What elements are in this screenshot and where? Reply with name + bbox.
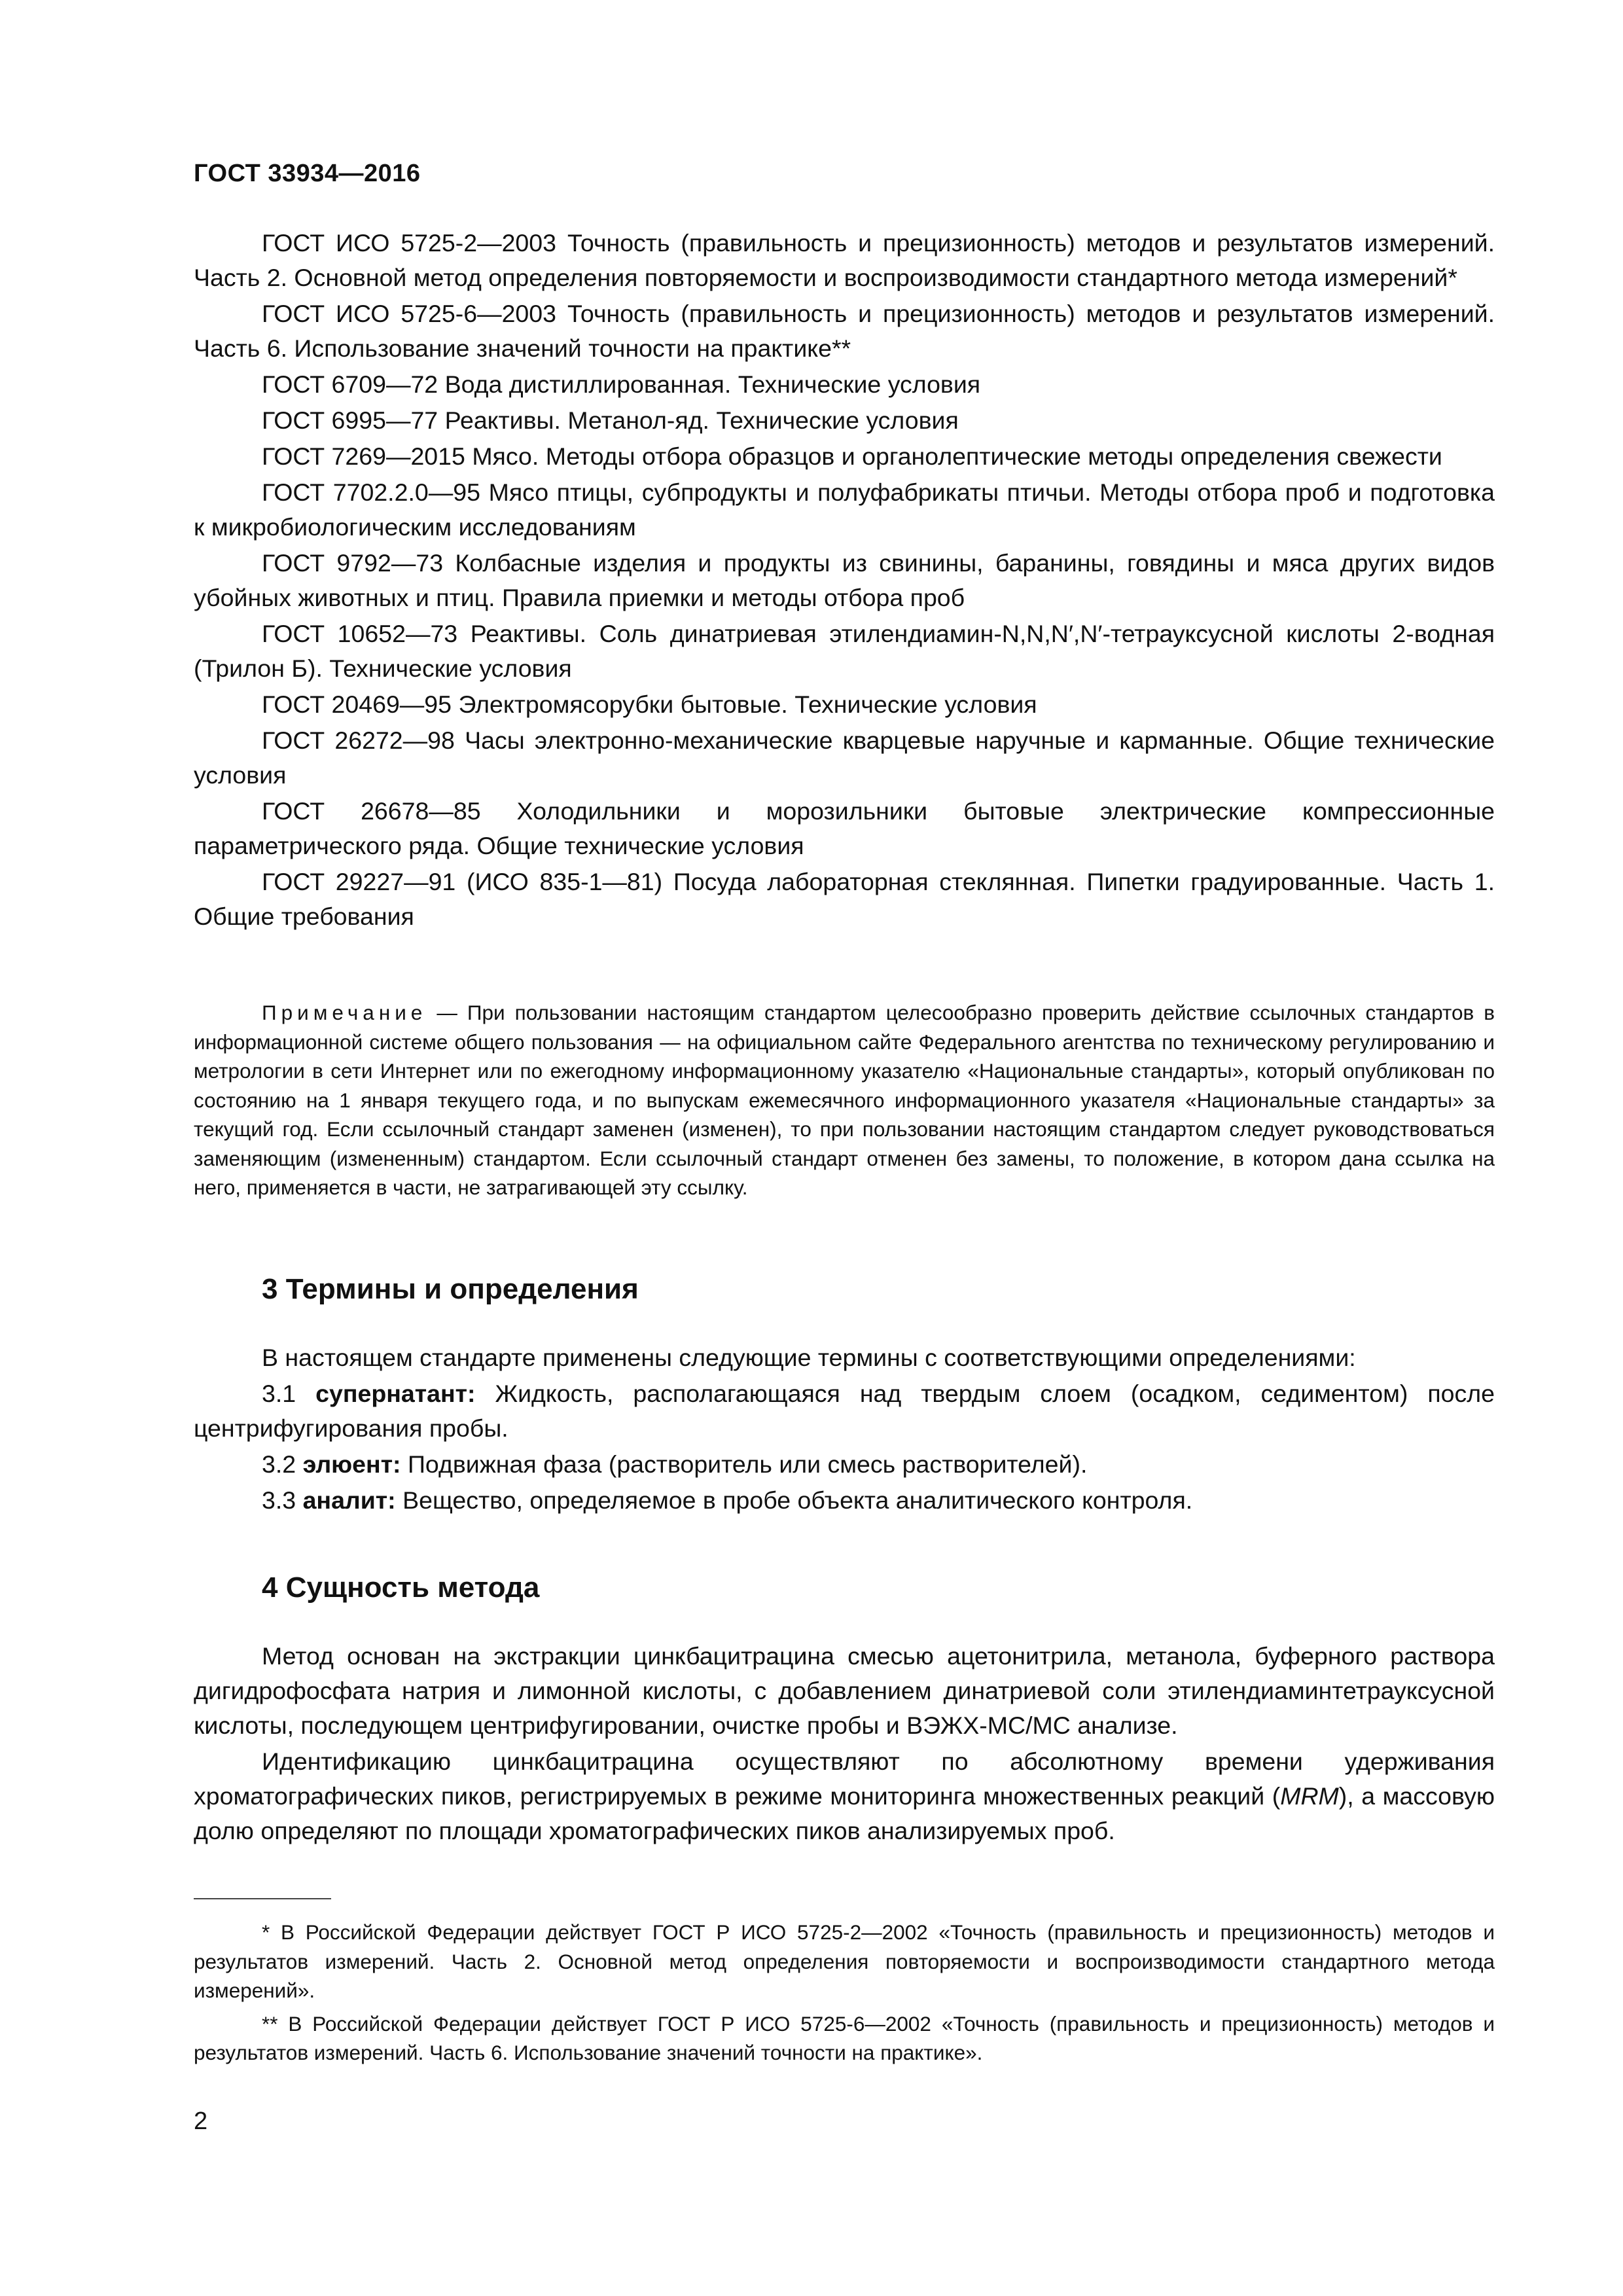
term-definition: Жидкость, располагающаяся над твердым слоем (осадком, седиментом) после центрифугирования пробы.: [194, 1380, 1495, 1442]
reference-code: ГОСТ ИСО 5725-2—2003: [262, 229, 557, 257]
reference-title: Мясо. Методы отбора образцов и органолептические методы определения свежести: [472, 442, 1442, 470]
reference-title: Точность (правильность и прецизионность) методов и результатов измерений. Часть 6. Использование значений точности на практике**: [194, 300, 1495, 362]
reference-item: [194, 475, 1495, 545]
term-name: супернатант:: [315, 1380, 476, 1407]
section-terms: [194, 1271, 1495, 1519]
reference-title: Реактивы. Метанол-яд. Технические условия: [444, 406, 959, 434]
reference-title: Мясо птицы, субпродукты и полуфабрикаты птичьи. Методы отбора проб и подготовка к микробиологическим исследованиям: [194, 478, 1495, 541]
method-text: Идентификацию цинкбацитрацина осуществляют по абсолютному времени удерживания хроматографических пиков, регистрируемых в режиме мониторинга множественных реакций (: [194, 1748, 1495, 1810]
reference-title: Часы электронно-механические кварцевые наручные и карманные. Общие технические условия: [194, 726, 1495, 789]
reference-code: ГОСТ 26272—98: [262, 726, 455, 754]
reference-code: ГОСТ 20469—95: [262, 691, 452, 718]
document-header: ГОСТ 33934—2016: [194, 160, 421, 187]
reference-title: Посуда лабораторная стеклянная. Пипетки градуированные. Часть 1. Общие требования: [194, 868, 1495, 930]
section-method: [194, 1570, 1495, 1850]
reference-item: [194, 865, 1495, 934]
reference-item: [194, 226, 1495, 295]
section-intro: В настоящем стандарте применены следующие термины с соответствующими определениями:: [262, 1344, 1356, 1371]
method-text: ), а массовую долю определяют по площади хроматографических пиков анализируемых проб.: [194, 1782, 1495, 1844]
mrm-abbreviation: MRM: [1280, 1782, 1339, 1810]
references-note: [194, 998, 1495, 1202]
section-heading: 4 Сущность метода: [262, 1571, 540, 1604]
term-definition: Подвижная фаза (растворитель или смесь растворителей).: [407, 1450, 1088, 1478]
reference-item: [194, 687, 1495, 722]
term-name: аналит:: [302, 1486, 396, 1514]
reference-title: Вода дистиллированная. Технические условия: [444, 370, 981, 398]
section-heading: 3 Термины и определения: [262, 1273, 639, 1305]
footnote-item: * В Российской Федерации действует ГОСТ Р ИСО 5725-2—2002 «Точность (правильность и прецизионность) методов и результатов измерений. Часть 2. Основной метод определения повторяемости и воспроизводимости стандартного метода измерений».: [194, 1920, 1495, 2002]
term-name: элюент:: [302, 1450, 401, 1478]
reference-code: ГОСТ 7702.2.0—95: [262, 478, 480, 506]
reference-title: Холодильники и морозильники бытовые электрические компрессионные параметрического ряда. Общие технические условия: [194, 797, 1495, 859]
reference-item: [194, 367, 1495, 402]
reference-title: Реактивы. Соль динатриевая этилендиамин-N,N,N′,N′-тетрауксусной кислоты 2-водная (Трилон Б). Технические условия: [194, 620, 1495, 682]
term-item: [194, 1483, 1495, 1518]
reference-code: ГОСТ ИСО 5725-6—2003: [262, 300, 557, 327]
term-number: 3.1: [262, 1380, 296, 1407]
reference-item: [194, 546, 1495, 615]
reference-code: ГОСТ 9792—73: [262, 549, 444, 577]
term-definition: Вещество, определяемое в пробе объекта аналитического контроля.: [402, 1486, 1193, 1514]
term-number: 3.3: [262, 1486, 296, 1514]
reference-title: Точность (правильность и прецизионность) методов и результатов измерений. Часть 2. Основной метод определения повторяемости и воспроизводимости стандартного метода измерений*: [194, 229, 1495, 291]
method-paragraph: Метод основан на экстракции цинкбацитрацина смесью ацетонитрила, метанола, буферного раствора дигидрофосфата натрия и лимонной кислоты, с добавлением динатриевой соли этилендиаминтетрауксусной кислоты, последующем центрифугировании, очистке пробы и ВЭЖХ-МС/МС анализе.: [194, 1642, 1495, 1739]
footnotes: [194, 1918, 1495, 2072]
method-paragraph: [194, 1744, 1495, 1848]
reference-item: [194, 296, 1495, 366]
footnote-item: ** В Российской Федерации действует ГОСТ Р ИСО 5725-6—2002 «Точность (правильность и прецизионность) методов и результатов измерений. Часть 6. Использование значений точности на практике».: [194, 2011, 1495, 2064]
reference-code: ГОСТ 6709—72: [262, 370, 438, 398]
term-item: [194, 1447, 1495, 1482]
note-paragraph: [194, 998, 1495, 1202]
reference-code: ГОСТ 6995—77: [262, 406, 438, 434]
reference-item: [194, 617, 1495, 686]
normative-references-list: [194, 226, 1495, 935]
reference-title: Колбасные изделия и продукты из свинины, баранины, говядины и мяса других видов убойных животных и птиц. Правила приемки и методы отбора проб: [194, 549, 1495, 611]
reference-item: [194, 403, 1495, 438]
reference-code: ГОСТ 7269—2015: [262, 442, 465, 470]
reference-item: [194, 439, 1495, 474]
term-number: 3.2: [262, 1450, 296, 1478]
term-item: [194, 1376, 1495, 1446]
reference-item: [194, 723, 1495, 793]
reference-title: Электромясорубки бытовые. Технические условия: [458, 691, 1037, 718]
footnote-divider: [194, 1898, 331, 1899]
page-number: 2: [194, 2108, 208, 2135]
reference-code: ГОСТ 29227—91 (ИСО 835-1—81): [262, 868, 663, 895]
reference-code: ГОСТ 26678—85: [262, 797, 481, 825]
note-text: — При пользовании настоящим стандартом целесообразно проверить действие ссылочных стандартов в информационной системе общего пользования — на официальном сайте Федерального агентства по техническому регулированию и метрологии в сети Интернет или по ежегодному информационному указателю «Национальные стандарты», который опубликован по состоянию на 1 января текущего года, и по выпускам ежемесячного информационного указателя «Национальные стандарты» за текущий год. Если ссылочный стандарт заменен (изменен), то при пользовании настоящим стандартом следует руководствоваться заменяющим (измененным) стандартом. Если ссылочный стандарт отменен без замены, то положение, в котором дана ссылка на него, применяется в части, не затрагивающей эту ссылку.: [194, 1001, 1495, 1199]
reference-code: ГОСТ 10652—73: [262, 620, 458, 647]
reference-item: [194, 794, 1495, 863]
note-label: Примечание: [262, 1001, 427, 1024]
